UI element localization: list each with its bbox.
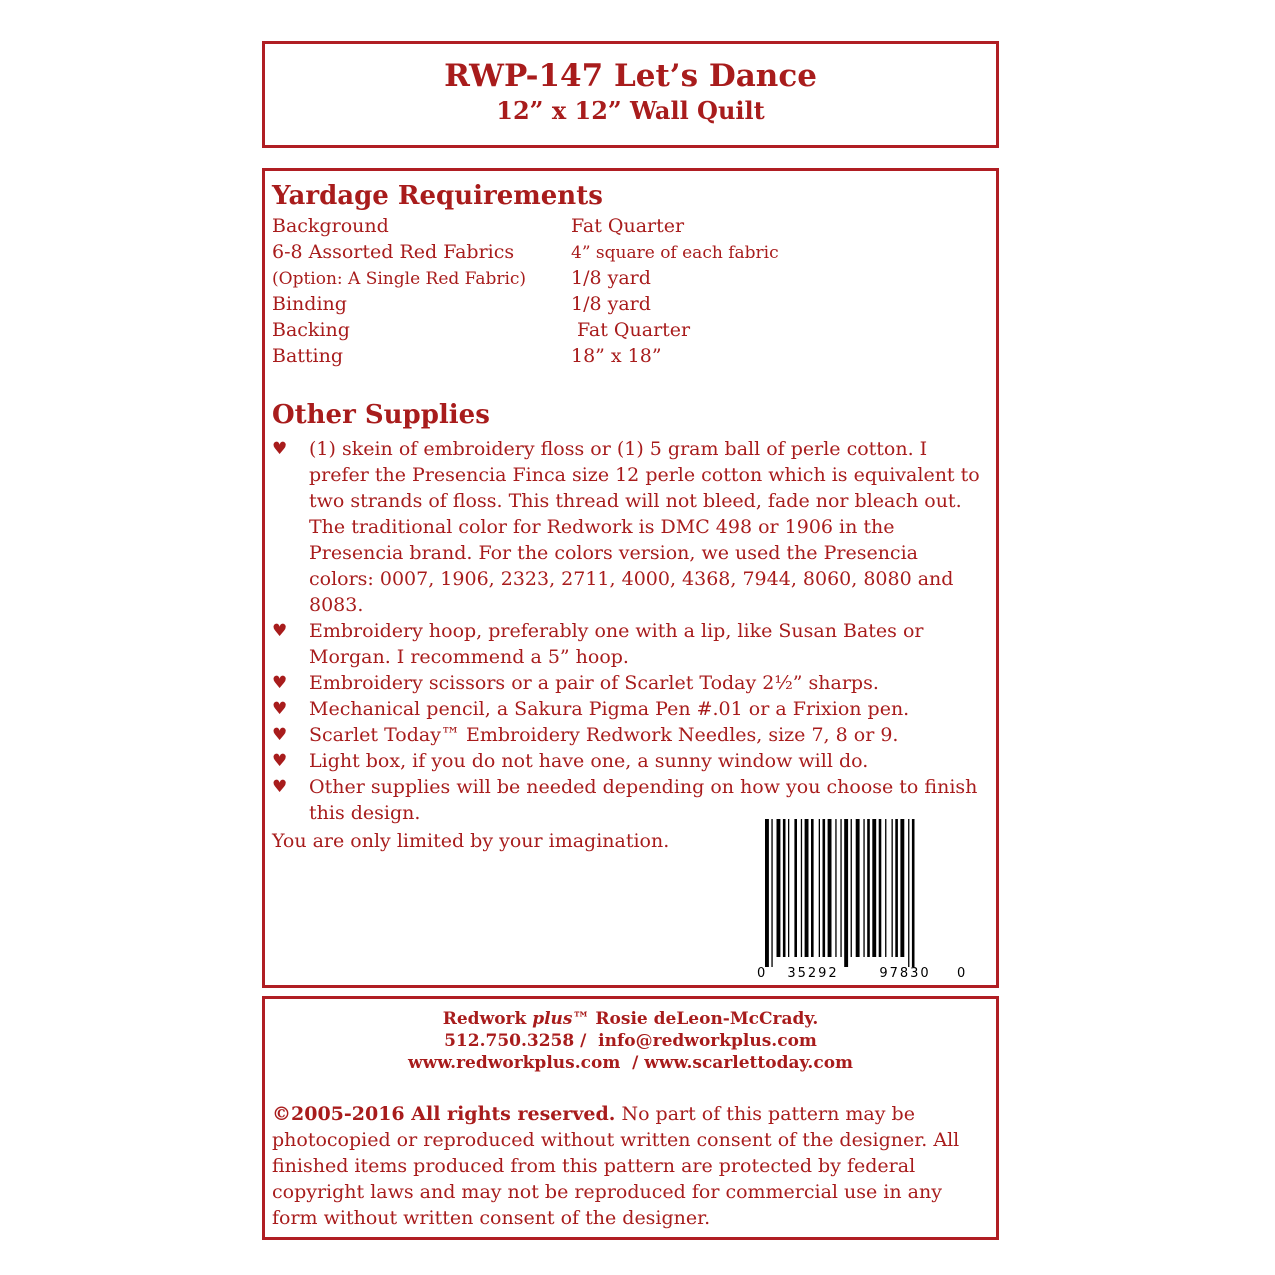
footer-box (262, 996, 999, 1240)
yardage-row (272, 239, 972, 266)
brand-plus: plus (532, 1009, 573, 1029)
list-item (272, 436, 987, 618)
yardage-amount: Fat Quarter (571, 215, 685, 237)
supply-text: Scarlet Today™ Embroidery Redwork Needles, size 7, 8 or 9. (309, 724, 899, 746)
heart-bullet-icon: ♥ (272, 751, 288, 771)
yardage-row (272, 317, 972, 343)
heart-bullet-icon: ♥ (272, 777, 288, 797)
yardage-item: Batting (272, 345, 344, 367)
barcode-group-2: 97830 (879, 966, 931, 979)
supply-text: (1) skein of embroidery floss or (1) 5 gram ball of perle cotton. I prefer the Presencia Finca size 12 perle cotton which is equivalent to two strands of floss. This thread will not bleed, fade nor bleach out. The traditional color for Redwork is DMC 498 or 1906 in the Presencia brand. For the colors version, we used the Presencia colors: 0007, 1906, 2323, 2711, 4000, 4368, 7944, 8060, 8080 and 8083. (309, 438, 980, 616)
yardage-row (272, 265, 972, 292)
barcode-icon (751, 819, 969, 979)
yardage-amount: Fat Quarter (571, 319, 691, 341)
barcode-group-1: 35292 (787, 966, 839, 979)
supplies-list (272, 436, 987, 826)
yardage-amount: 1/8 yard (571, 293, 651, 315)
contact-line: 512.750.3258 / info@redworkplus.com (444, 1031, 817, 1051)
yardage-row (272, 291, 972, 317)
list-item (272, 722, 987, 748)
supply-text: Embroidery scissors or a pair of Scarlet Today 2½” sharps. (309, 672, 879, 694)
pattern-subtitle: 12” x 12” Wall Quilt (496, 96, 765, 125)
list-item (272, 696, 987, 722)
supply-text: Light box, if you do not have one, a sunny window will do. (309, 750, 869, 772)
list-item (272, 748, 987, 774)
supply-text: Other supplies will be needed depending on how you choose to finish this design. (309, 776, 978, 824)
pattern-title: RWP-147 Let’s Dance (444, 58, 817, 94)
barcode-digit-right: 0 (957, 966, 966, 979)
designer-name: Redwork plus™ Rosie deLeon-McCrady. (442, 1009, 819, 1029)
heart-bullet-icon: ♥ (272, 699, 288, 719)
supply-text: Mechanical pencil, a Sakura Pigma Pen #.01 or a Frixion pen. (309, 698, 910, 720)
yardage-item: Binding (272, 293, 347, 315)
supply-text: Embroidery hoop, preferably one with a lip, like Susan Bates or Morgan. I recommend a 5” hoop. (309, 620, 924, 668)
requirements-box (262, 168, 999, 988)
copyright-text: No part of this pattern may be photocopied or reproduced without written consent of the designer. All finished items produced from this pattern are protected by federal copyright laws and may not be reproduced for commercial use in any form without written consent of the designer. (272, 1103, 960, 1229)
title-box (262, 41, 999, 148)
yardage-item: (Option: A Single Red Fabric) (272, 269, 527, 289)
heart-bullet-icon: ♥ (272, 439, 288, 459)
yardage-amount: 18” x 18” (571, 345, 662, 367)
yardage-item: Background (272, 215, 389, 237)
copyright-notice (272, 1101, 992, 1231)
list-item (272, 618, 987, 670)
yardage-row (272, 213, 972, 239)
yardage-heading: Yardage Requirements (272, 181, 603, 211)
yardage-item: Backing (272, 319, 350, 341)
designer-contact (265, 1008, 996, 1074)
barcode-digit-left: 0 (757, 966, 766, 979)
heart-bullet-icon: ♥ (272, 621, 288, 641)
closing-line: You are only limited by your imagination. (272, 830, 670, 852)
copyright-bold: ©2005-2016 All rights reserved. (272, 1103, 616, 1125)
yardage-amount: 4” square of each fabric (571, 243, 779, 263)
heart-bullet-icon: ♥ (272, 673, 288, 693)
yardage-row (272, 343, 972, 369)
list-item (272, 670, 987, 696)
supplies-heading: Other Supplies (272, 400, 490, 430)
yardage-amount: 1/8 yard (571, 267, 651, 289)
yardage-item: 6-8 Assorted Red Fabrics (272, 241, 515, 263)
heart-bullet-icon: ♥ (272, 725, 288, 745)
websites-line: www.redworkplus.com / www.scarlettoday.com (407, 1053, 854, 1073)
